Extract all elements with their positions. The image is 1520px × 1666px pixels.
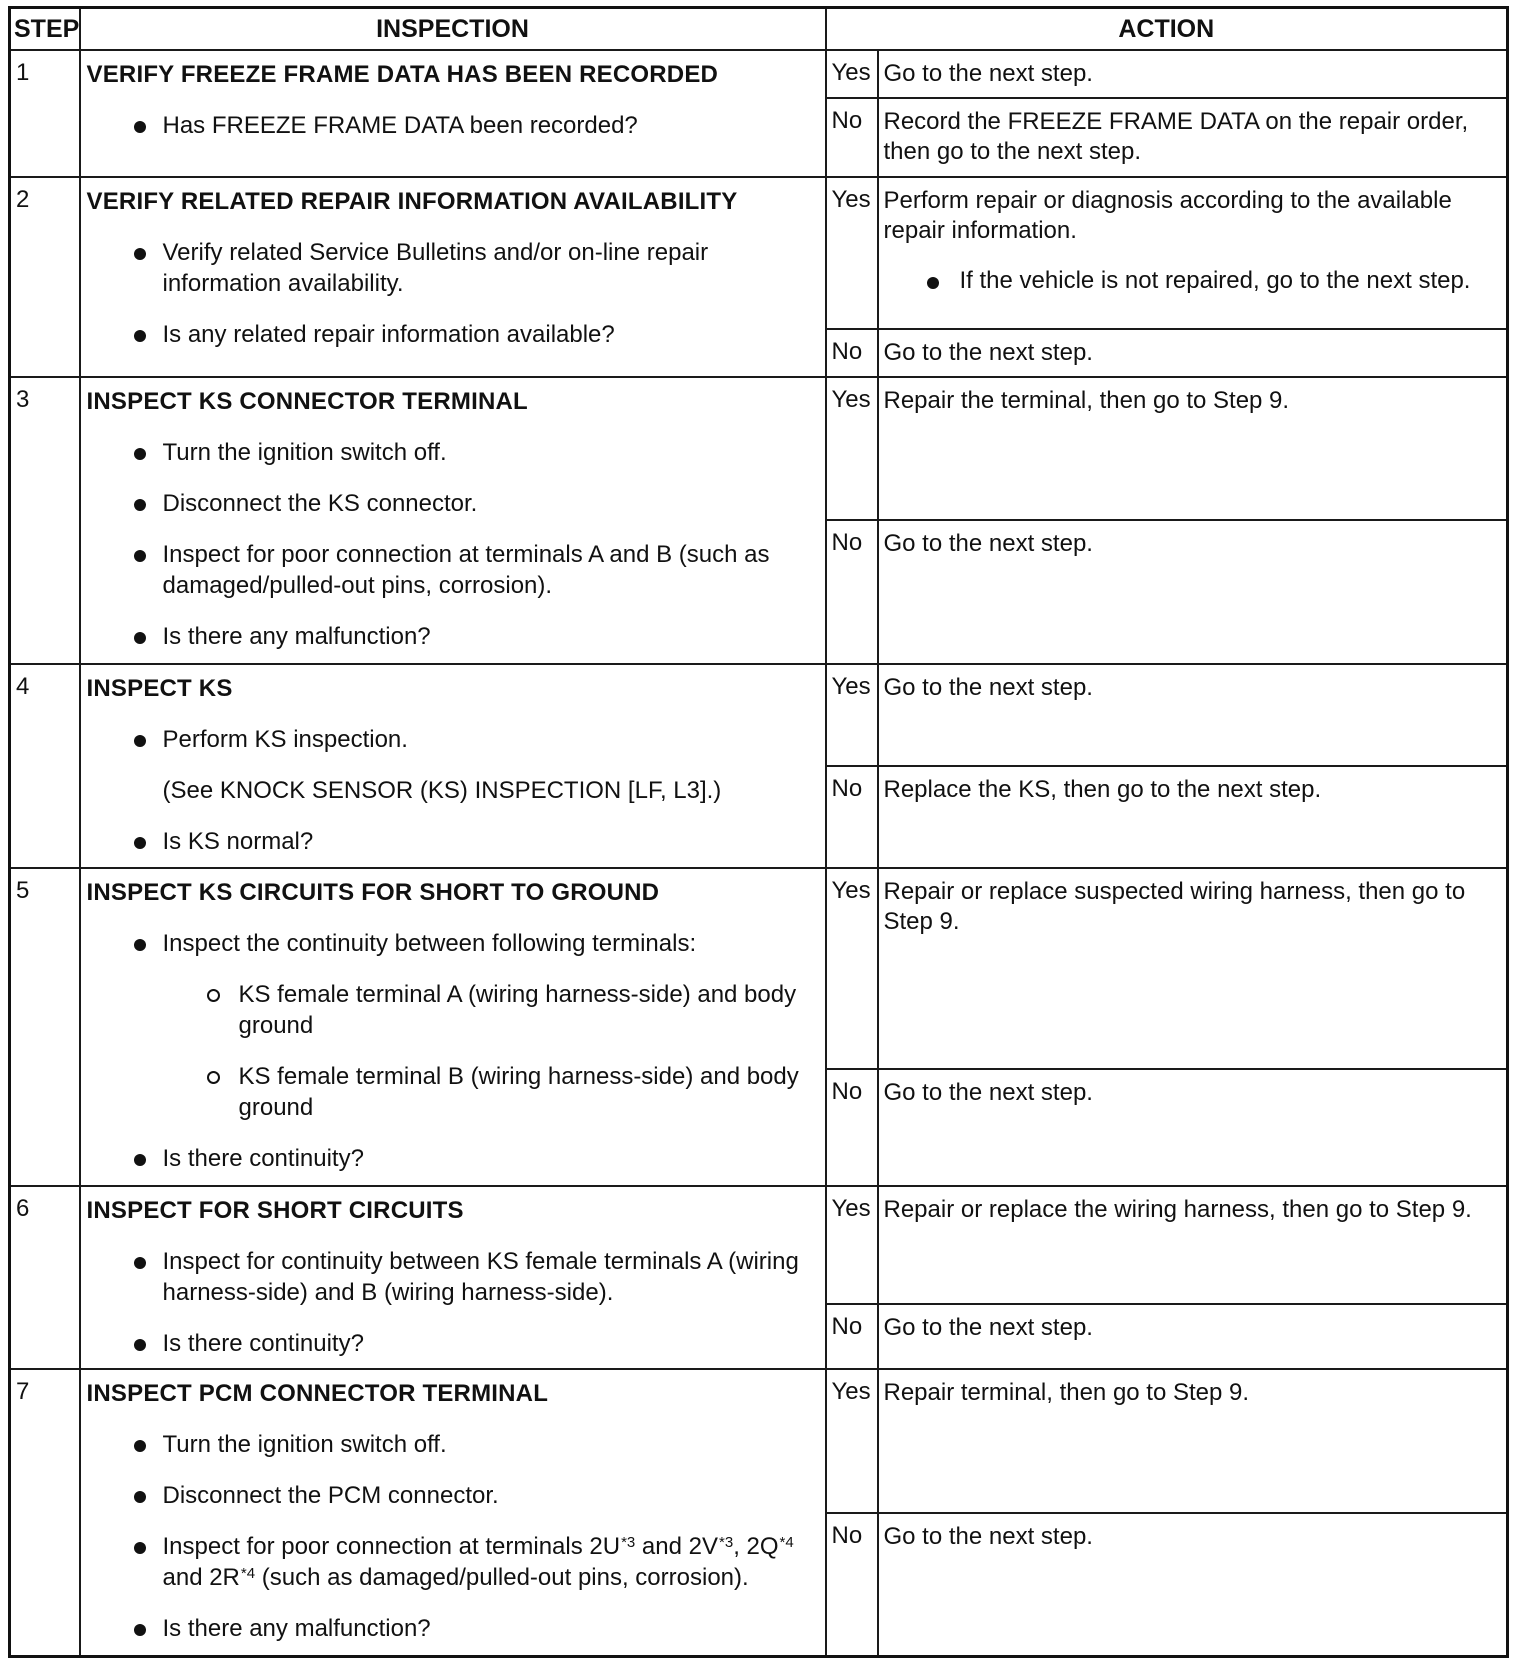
bullet-item: Turn the ignition switch off. (87, 1429, 815, 1460)
yes-action: Repair or replace suspected wiring harness, then go to Step 9. (878, 868, 1508, 1069)
step-6-inspection (80, 1186, 826, 1370)
footnote-marker: *4 (240, 1565, 256, 1583)
bullet-item: Turn the ignition switch off. (87, 437, 815, 468)
bullet-item (87, 1531, 815, 1593)
step-header: STEP (10, 8, 80, 51)
bullet-item: Is any related repair information available? (87, 319, 815, 350)
reference-note: (See KNOCK SENSOR (KS) INSPECTION [LF, L3].) (162, 776, 722, 804)
yes-action: Repair or replace the wiring harness, then go to Step 9. (878, 1186, 1508, 1304)
bullet-item: Inspect for poor connection at terminals A and B (such as damaged/pulled-out pins, corrosion). (87, 539, 815, 601)
sub-bullet-item: KS female terminal A (wiring harness-side) and body ground (87, 979, 815, 1041)
step-4-inspection (80, 664, 826, 868)
no-label: No (826, 1304, 878, 1370)
step-title: VERIFY RELATED REPAIR INFORMATION AVAILABILITY (86, 188, 738, 216)
bullet-item: Disconnect the PCM connector. (87, 1480, 815, 1511)
yes-action: Repair terminal, then go to Step 9. (878, 1369, 1508, 1513)
yes-action-cell (878, 177, 1508, 328)
action-header: ACTION (826, 8, 1508, 51)
yes-action: Perform repair or diagnosis according to the available repair information. (883, 187, 1452, 245)
text-segment: Inspect for poor connection at terminals 2U (162, 1533, 621, 1561)
text-segment: (such as damaged/pulled-out pins, corrosion). (255, 1564, 749, 1592)
step-7-inspection (80, 1369, 826, 1656)
yes-label: Yes (826, 868, 878, 1069)
step-number: 6 (10, 1186, 80, 1370)
step-title: INSPECT KS CONNECTOR TERMINAL (86, 388, 528, 416)
table-header-row (10, 8, 1508, 51)
yes-label: Yes (826, 50, 878, 98)
no-label: No (826, 766, 878, 868)
inspection-header: INSPECTION (80, 8, 826, 51)
text-segment: and 2V (635, 1533, 718, 1561)
step-title: INSPECT KS (86, 674, 233, 702)
no-action: Record the FREEZE FRAME DATA on the repair order, then go to the next step. (878, 98, 1508, 177)
yes-action: Go to the next step. (878, 50, 1508, 98)
no-label: No (826, 520, 878, 663)
step-number: 3 (10, 377, 80, 664)
no-action: Replace the KS, then go to the next step. (878, 766, 1508, 868)
text-segment: and 2R (162, 1564, 240, 1592)
no-action: Go to the next step. (878, 1069, 1508, 1185)
bullet-item: Verify related Service Bulletins and/or on-line repair information availability. (87, 237, 815, 299)
step-5-inspection (80, 868, 826, 1186)
no-action: Go to the next step. (878, 329, 1508, 377)
step-2-yes-row (10, 177, 1508, 328)
step-3-inspection (80, 377, 826, 664)
footnote-marker: *3 (719, 1534, 734, 1552)
sub-bullet-item: KS female terminal B (wiring harness-side) and body ground (87, 1061, 815, 1123)
yes-label: Yes (826, 1186, 878, 1304)
footnote-marker: *4 (779, 1534, 794, 1552)
footnote-marker: *3 (621, 1534, 636, 1552)
step-5-yes-row (10, 868, 1508, 1069)
bullet-item: Is there any malfunction? (87, 621, 815, 652)
bullet-item: Has FREEZE FRAME DATA been recorded? (87, 110, 815, 141)
step-number: 1 (10, 50, 80, 177)
bullet-item: Inspect for continuity between KS female terminals A (wiring harness-side) and B (wiring harness-side). (87, 1246, 815, 1308)
yes-label: Yes (826, 1369, 878, 1513)
step-6-yes-row (10, 1186, 1508, 1304)
no-action: Go to the next step. (878, 1513, 1508, 1657)
step-number: 4 (10, 664, 80, 868)
bullet-item: Disconnect the KS connector. (87, 488, 815, 519)
step-3-yes-row (10, 377, 1508, 520)
text-segment: , 2Q (733, 1533, 779, 1561)
step-number: 5 (10, 868, 80, 1186)
no-action: Go to the next step. (878, 1304, 1508, 1370)
step-title: INSPECT FOR SHORT CIRCUITS (86, 1196, 464, 1224)
step-4-yes-row (10, 664, 1508, 766)
step-number: 7 (10, 1369, 80, 1656)
action-bullet: If the vehicle is not repaired, go to the next step. (884, 266, 1497, 296)
bullet-item: Is KS normal? (87, 826, 815, 857)
no-label: No (826, 1069, 878, 1185)
bullet-item: Perform KS inspection. (87, 724, 815, 755)
step-number: 2 (10, 177, 80, 377)
step-title: INSPECT KS CIRCUITS FOR SHORT TO GROUND (86, 878, 660, 906)
step-2-inspection (80, 177, 826, 377)
bullet-item: Inspect the continuity between following terminals: (87, 928, 815, 959)
no-action: Go to the next step. (878, 520, 1508, 663)
bullet-item: Is there continuity? (87, 1143, 815, 1174)
diagnostic-table (8, 6, 1509, 1658)
step-1-yes-row (10, 50, 1508, 98)
no-label: No (826, 98, 878, 177)
yes-label: Yes (826, 664, 878, 766)
yes-label: Yes (826, 377, 878, 520)
yes-action: Repair the terminal, then go to Step 9. (878, 377, 1508, 520)
bullet-item: Is there continuity? (87, 1328, 815, 1359)
no-label: No (826, 1513, 878, 1657)
step-7-yes-row (10, 1369, 1508, 1513)
yes-label: Yes (826, 177, 878, 328)
no-label: No (826, 329, 878, 377)
step-title: VERIFY FREEZE FRAME DATA HAS BEEN RECORDED (86, 61, 719, 88)
step-title: INSPECT PCM CONNECTOR TERMINAL (86, 1380, 549, 1408)
yes-action: Go to the next step. (878, 664, 1508, 766)
step-1-inspection (80, 50, 826, 177)
bullet-item: Is there any malfunction? (87, 1613, 815, 1644)
